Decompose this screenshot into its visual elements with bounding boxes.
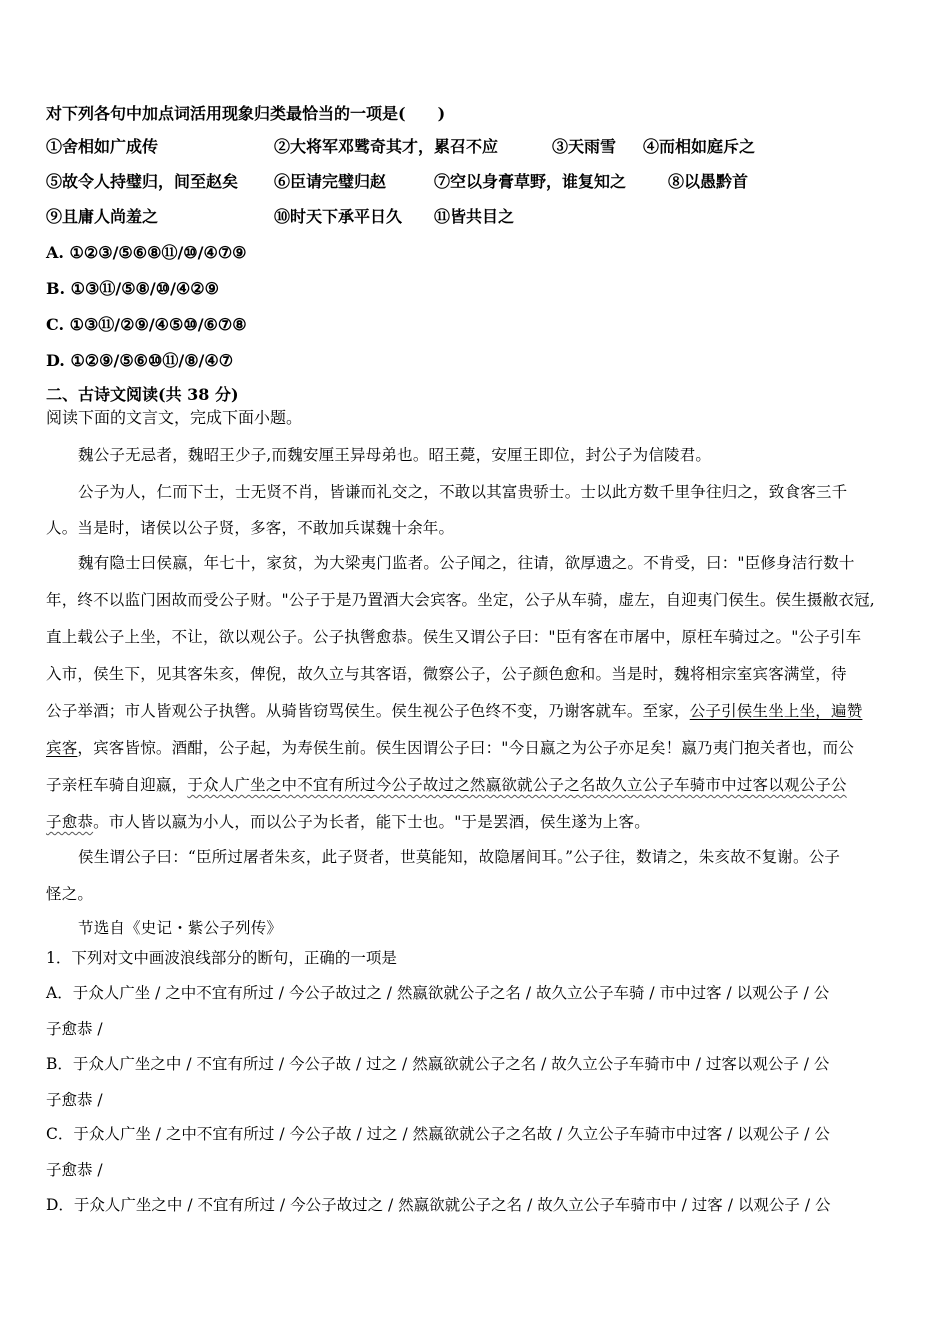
q1-option-c-line1: C．于众人广坐 / 之中不宜有所过 / 今公子故 / 过之 / 然嬴欲就公子之名故 / 久立公子车骑市中过客 / 以观公子 / 公 — [46, 1125, 830, 1143]
sentence-11: ⑪皆共目之 — [434, 207, 515, 226]
passage-p4-line2: 怪之。 — [46, 885, 94, 903]
section-heading: 二、古诗文阅读(共 38 分) — [46, 385, 239, 404]
sentence-1: ①舍相如广成传 — [46, 137, 159, 156]
q1-option-c-line2: 子愈恭 / — [46, 1161, 103, 1179]
wavy-underlined-passage: 于众人广坐之中不宜有所过今公子故过之然嬴欲就公子之名故久立公子车骑市中过客以观公子公 — [187, 776, 847, 794]
passage-p3-line6 — [46, 736, 854, 758]
section-instruction: 阅读下面的文言文，完成下面小题。 — [46, 408, 303, 427]
q1-option-b-line2: 子愈恭 / — [46, 1091, 103, 1109]
sentence-6: ⑥臣请完璧归赵 — [274, 172, 387, 191]
passage-p3-line8 — [46, 810, 650, 832]
q1-option-a-line1: A．于众人广坐 / 之中不宜有所过 / 今公子故过之 / 然嬴欲就公子之名 / 故久立公子车骑 / 市中过客 / 以观公子 / 公 — [46, 984, 830, 1002]
passage-p3-line5-text: 公子举酒；市人皆观公子执辔。从骑皆窃骂侯生。侯生视公子色终不变，乃谢客就车。至家， — [46, 702, 690, 720]
passage-source: 节选自《史记・紫公子列传》 — [78, 919, 283, 937]
q1-stem: 1．下列对文中画波浪线部分的断句，正确的一项是 — [46, 949, 397, 967]
choice-a: A. ①②③/⑤⑥⑧⑪/⑩/④⑦⑨ — [46, 243, 247, 262]
passage-p2-line1: 公子为人，仁而下士，士无贤不肖，皆谦而礼交之，不敢以其富贵骄士。士以此方数千里争往归之，致食客三千 — [78, 483, 848, 501]
choice-b: B. ①③⑪/⑤⑧/⑩/④②⑨ — [46, 279, 219, 298]
q1-option-b-line1: B．于众人广坐之中 / 不宜有所过 / 今公子故 / 过之 / 然嬴欲就公子之名 / 故久立公子车骑市中 / 过客以观公子 / 公 — [46, 1055, 830, 1073]
passage-p3-line6-text: ，宾客皆惊。酒酣，公子起，为寿侯生前。侯生因谓公子曰："今日嬴之为公子亦足矣！嬴乃夷门抱关者也，而公 — [77, 739, 855, 757]
passage-p4-line1: 侯生谓公子曰：“臣所过屠者朱亥，此子贤者，世莫能知，故隐屠间耳。”公子往，数请之，朱亥故不复谢。公子 — [78, 848, 841, 866]
passage-p3-line1: 魏有隐士曰侯嬴，年七十，家贫，为大梁夷门监者。公子闻之，往请，欲厚遗之。不肯受，曰："臣修身洁行数十 — [78, 554, 855, 572]
sentence-7: ⑦空以身膏草野，谁复知之 — [434, 172, 627, 191]
q1-option-a-line2: 子愈恭 / — [46, 1020, 103, 1038]
sentence-5: ⑤故令人持璧归，间至赵矣 — [46, 172, 239, 191]
sentence-10: ⑩时天下承平日久 — [274, 207, 403, 226]
question-intro: 对下列各句中加点词活用现象归类最恰当的一项是( ) — [46, 104, 446, 123]
underlined-phrase-end: 宾客 — [46, 739, 78, 757]
sentence-9: ⑨且庸人尚羞之 — [46, 207, 159, 226]
passage-p1: 魏公子无忌者，魏昭王少子,而魏安厘王异母弟也。昭王薨，安厘王即位，封公子为信陵君。 — [78, 446, 712, 464]
sentence-8: ⑧以愚黔首 — [668, 172, 749, 191]
q1-option-d-line1: D．于众人广坐之中 / 不宜有所过 / 今公子故过之 / 然嬴欲就公子之名 / 故久立公子车骑市中 / 过客 / 以观公子 / 公 — [46, 1196, 831, 1214]
sentence-2: ②大将军邓骘奇其才，累召不应 — [274, 137, 499, 156]
wavy-underlined-passage-end: 子愈恭 — [46, 813, 94, 831]
underlined-phrase: 公子引侯生坐上坐，遍赞 — [689, 702, 863, 720]
passage-p2-line2: 人。当是时，诸侯以公子贤，多客，不敢加兵谋魏十余年。 — [46, 519, 455, 537]
passage-p3-line3: 直上载公子上坐，不让，欲以观公子。公子执辔愈恭。侯生又谓公子曰："臣有客在市屠中，原枉车骑过之。"公子引车 — [46, 628, 862, 646]
passage-p3-line7 — [46, 773, 847, 795]
passage-p3-line4: 入市，侯生下，见其客朱亥，俾倪，故久立与其客语，微察公子，公子颜色愈和。当是时，魏将相宗室宾客满堂，待 — [46, 665, 847, 683]
passage-p3-line8-text: 。市人皆以嬴为小人，而以公子为长者，能下士也。"于是罢酒，侯生遂为上客。 — [93, 813, 650, 831]
choice-c: C. ①③⑪/②⑨/④⑤⑩/⑥⑦⑧ — [46, 315, 247, 334]
sentence-3: ③天雨雪 — [552, 137, 617, 156]
passage-p3-line7-text: 子亲枉车骑自迎嬴， — [46, 776, 188, 794]
choice-d: D. ①②⑨/⑤⑥⑩⑪/⑧/④⑦ — [46, 351, 234, 370]
sentence-4: ④而相如庭斥之 — [643, 137, 756, 156]
passage-p3-line5 — [46, 699, 862, 721]
passage-p3-line2: 年，终不以监门困故而受公子财。"公子于是乃置酒大会宾客。坐定，公子从车骑，虚左，自迎夷门侯生。侯生摄敝衣冠, — [46, 591, 875, 609]
